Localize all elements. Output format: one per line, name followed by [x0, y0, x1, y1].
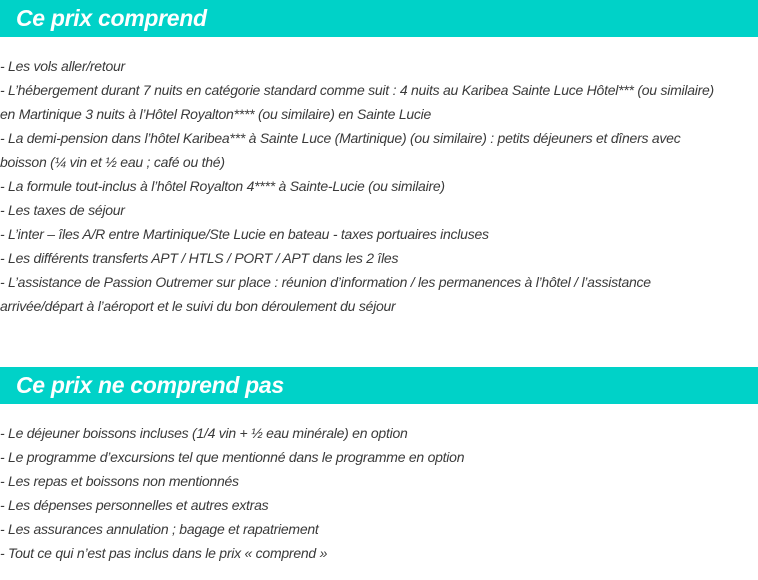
included-list	[0, 54, 758, 318]
list-line: - Les repas et boissons non mentionnés	[0, 473, 239, 489]
included-header	[0, 0, 758, 37]
included-title: Ce prix comprend	[16, 5, 207, 31]
list-line: arrivée/départ à l’aéroport et le suivi du bon déroulement du séjour	[0, 298, 396, 314]
excluded-header	[0, 367, 758, 404]
list-line: - Tout ce qui n’est pas inclus dans le prix « comprend »	[0, 545, 328, 561]
list-line: - La demi-pension dans l’hôtel Karibea*** à Sainte Luce (Martinique) (ou similaire) : petits déjeuners et dîners avec	[0, 130, 681, 146]
list-line: - Les taxes de séjour	[0, 202, 125, 218]
list-line: - Les dépenses personnelles et autres extras	[0, 497, 269, 513]
list-line: - Le déjeuner boissons incluses (1/4 vin + ½ eau minérale) en option	[0, 425, 408, 441]
list-line: en Martinique 3 nuits à l’Hôtel Royalton**** (ou similaire) en Sainte Lucie	[0, 106, 432, 122]
list-line: - Le programme d’excursions tel que mentionné dans le programme en option	[0, 449, 465, 465]
list-line: - L’assistance de Passion Outremer sur place : réunion d’information / les permanences à l’hôtel / l’assistance	[0, 274, 651, 290]
list-line: - Les différents transferts APT / HTLS / PORT / APT dans les 2 îles	[0, 250, 399, 266]
list-line: - La formule tout-inclus à l’hôtel Royalton 4**** à Sainte-Lucie (ou similaire)	[0, 178, 445, 194]
list-line: - L’hébergement durant 7 nuits en catégorie standard comme suit : 4 nuits au Karibea Sainte Luce Hôtel*** (ou similaire)	[0, 82, 714, 98]
list-line: - Les assurances annulation ; bagage et rapatriement	[0, 521, 319, 537]
list-line: - Les vols aller/retour	[0, 58, 125, 74]
excluded-list	[0, 421, 758, 565]
excluded-title: Ce prix ne comprend pas	[16, 372, 284, 398]
list-line: - L’inter – îles A/R entre Martinique/Ste Lucie en bateau - taxes portuaires incluses	[0, 226, 489, 242]
list-line: boisson (¼ vin et ½ eau ; café ou thé)	[0, 154, 225, 170]
